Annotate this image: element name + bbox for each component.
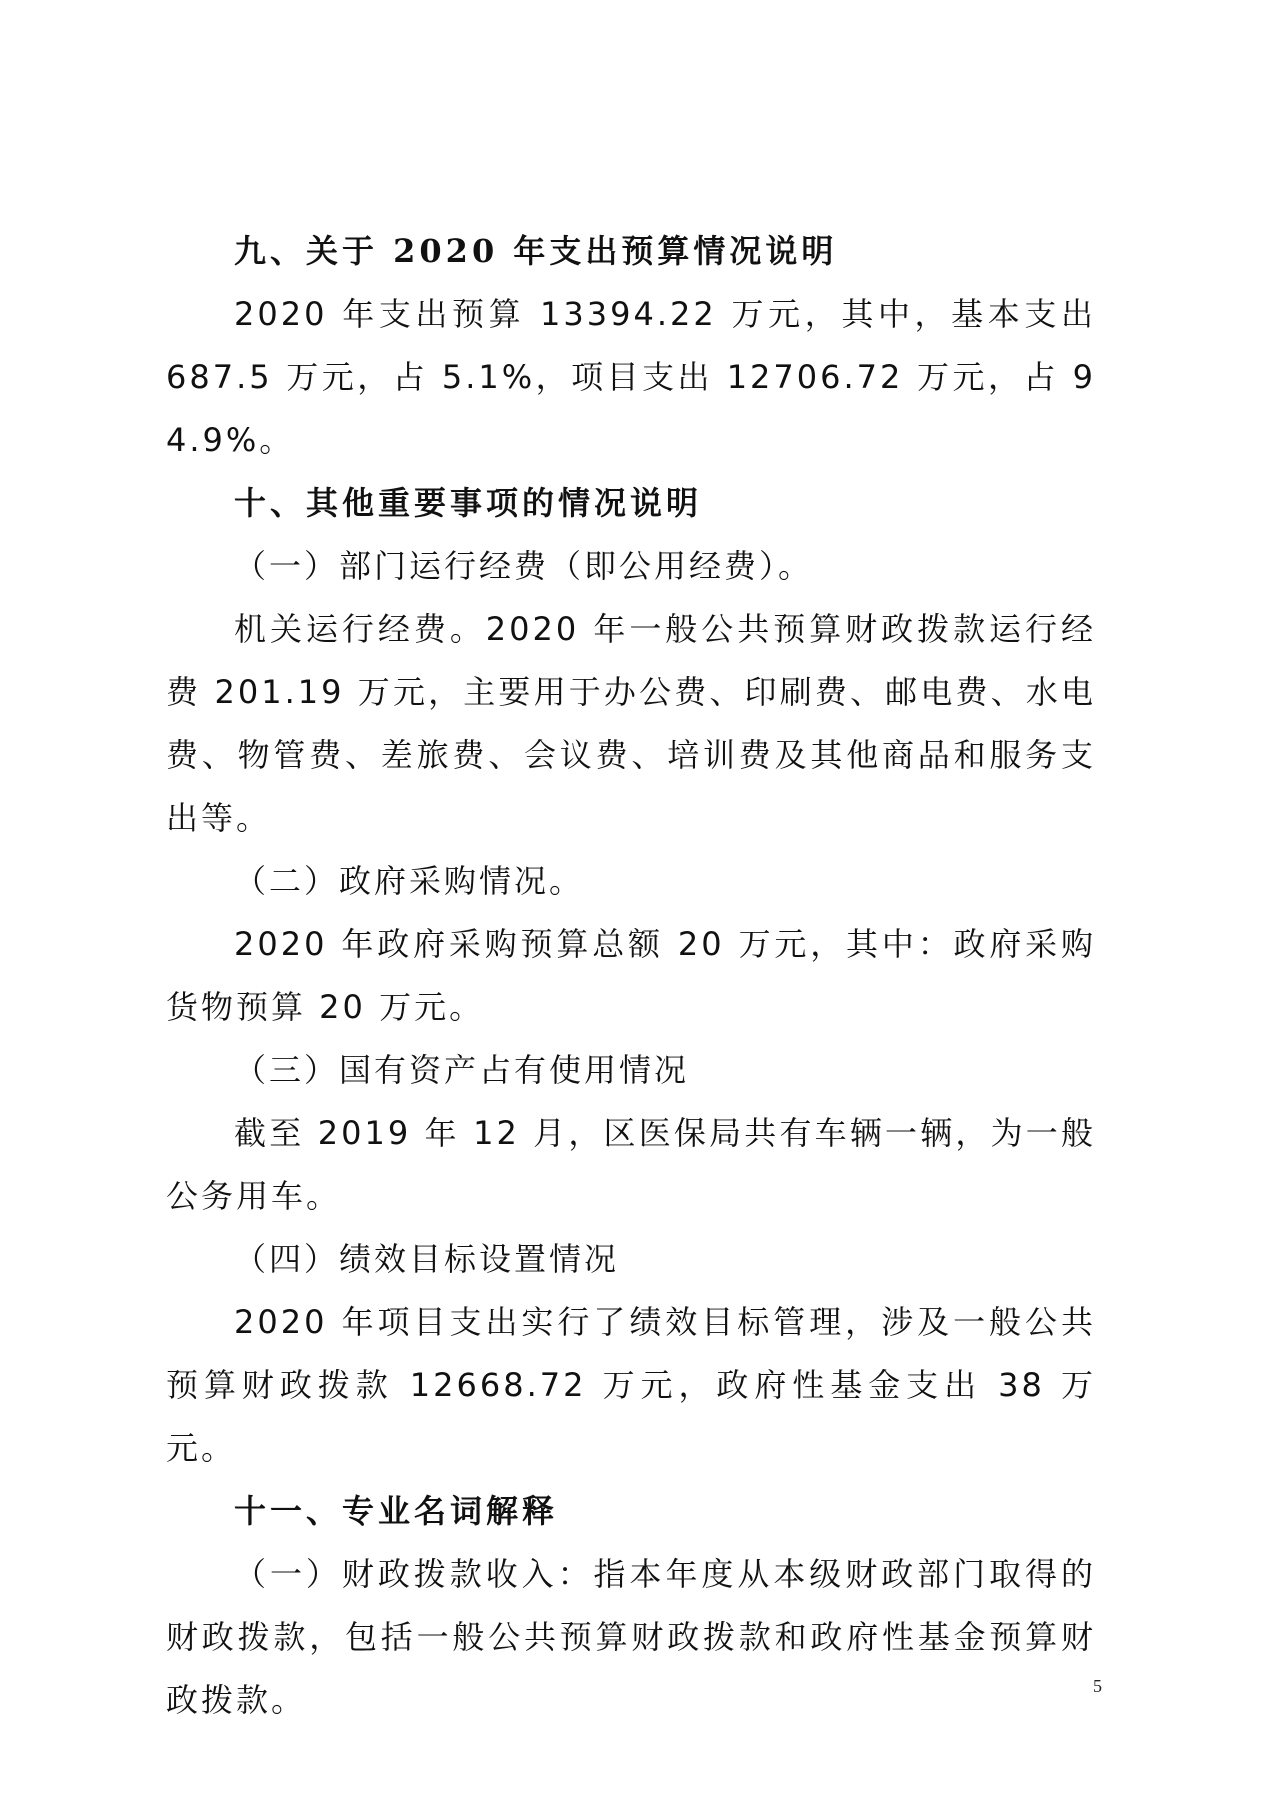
paragraph-performance: 2020 年项目支出实行了绩效目标管理，涉及一般公共预算财政拨款 12668.72 万元，政府性基金支出 38 万元。	[166, 1303, 1096, 1467]
subheading-government-procurement: （二）政府采购情况。	[234, 862, 585, 900]
subheading-state-assets: （三）国有资产占有使用情况	[234, 1051, 690, 1089]
paragraph-operating-costs: 机关运行经费。2020 年一般公共预算财政拨款运行经费 201.19 万元，主要用于办公费、印刷费、邮电费、水电费、物管费、差旅费、会议费、培训费及其他商品和服务支出等。	[166, 610, 1096, 837]
document-body	[166, 220, 1096, 1732]
paragraph-definition-fiscal-income: （一）财政拨款收入：指本年度从本级财政部门取得的财政拨款，包括一般公共预算财政拨款和政府性基金预算财政拨款。	[166, 1555, 1096, 1719]
paragraph-procurement: 2020 年政府采购预算总额 20 万元，其中：政府采购货物预算 20 万元。	[166, 925, 1096, 1026]
section-heading-11: 十一、专业名词解释	[234, 1492, 559, 1530]
page-number: 5	[1093, 1676, 1102, 1696]
section-heading-10: 十、其他重要事项的情况说明	[234, 484, 703, 522]
paragraph-assets: 截至 2019 年 12 月，区医保局共有车辆一辆，为一般公务用车。	[166, 1114, 1096, 1215]
section-heading-9: 九、关于 2020 年支出预算情况说明	[234, 232, 838, 270]
paragraph-expenditure-budget: 2020 年支出预算 13394.22 万元，其中，基本支出 687.5 万元，占 5.1%，项目支出 12706.72 万元，占 94.9%。	[166, 295, 1096, 459]
subheading-department-operating-costs: （一）部门运行经费（即公用经费）。	[234, 547, 814, 585]
subheading-performance-targets: （四）绩效目标设置情况	[234, 1240, 620, 1278]
